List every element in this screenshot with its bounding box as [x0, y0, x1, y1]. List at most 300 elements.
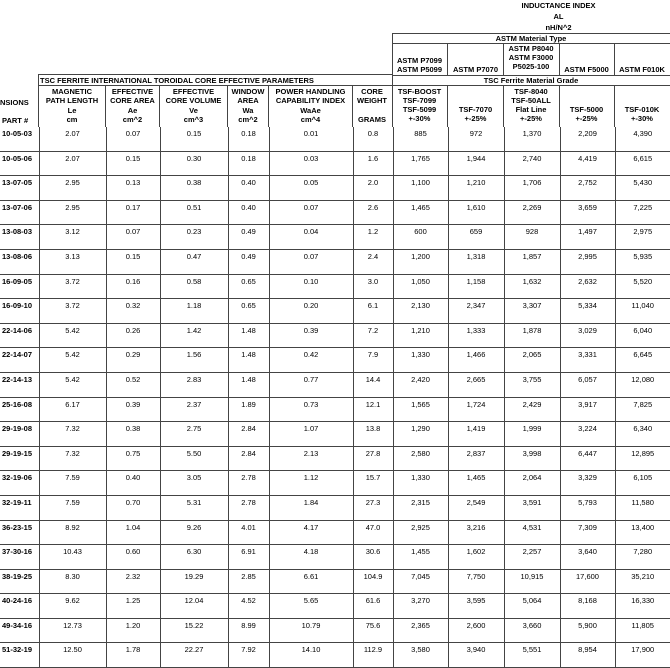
- cell-core-weight: 2.6: [353, 200, 393, 225]
- cell-ae: 1.20: [106, 618, 160, 643]
- cell-waae: 0.03: [269, 151, 353, 176]
- cell-al-grade-4: 17,600: [560, 569, 615, 594]
- cell-al-grade-4: 8,168: [560, 594, 615, 619]
- cell-waae: 0.73: [269, 397, 353, 422]
- cell-ve: 19.29: [160, 569, 228, 594]
- cell-le: 5.42: [39, 323, 106, 348]
- table-row: [0, 471, 670, 496]
- cell-al-grade-1: 885: [393, 127, 448, 151]
- cell-al-grade-2: 1,602: [448, 545, 504, 570]
- cell-al-grade-3: 2,064: [504, 471, 560, 496]
- cell-core-weight: 2.0: [353, 176, 393, 201]
- dimensions-label: NSIONS: [0, 98, 29, 107]
- cell-wa: 0.65: [228, 274, 269, 299]
- cell-waae: 0.77: [269, 372, 353, 397]
- cell-ae: 0.17: [106, 200, 160, 225]
- cell-al-grade-4: 6,057: [560, 372, 615, 397]
- cell-al-grade-4: 8,954: [560, 643, 615, 668]
- cell-ae: 0.75: [106, 446, 160, 471]
- cell-al-grade-4: 3,659: [560, 200, 615, 225]
- cell-al-grade-3: 928: [504, 225, 560, 250]
- cell-le: 5.42: [39, 372, 106, 397]
- cell-core-weight: 30.6: [353, 545, 393, 570]
- cell-ae: 0.70: [106, 495, 160, 520]
- inductance-index-title: INDUCTANCE INDEX: [521, 1, 596, 10]
- table-row: [0, 372, 670, 397]
- cell-part-number: 16-09-05: [0, 274, 39, 299]
- cell-al-grade-3: 10,915: [504, 569, 560, 594]
- cell-waae: 0.05: [269, 176, 353, 201]
- table-row: [0, 127, 670, 151]
- cell-al-grade-1: 1,100: [393, 176, 448, 201]
- cell-al-grade-1: 1,465: [393, 200, 448, 225]
- cell-waae: 4.18: [269, 545, 353, 570]
- cell-waae: 4.17: [269, 520, 353, 545]
- cell-al-grade-4: 3,029: [560, 323, 615, 348]
- cell-ve: 9.26: [160, 520, 228, 545]
- cell-al-grade-2: 1,610: [448, 200, 504, 225]
- cell-waae: 1.84: [269, 495, 353, 520]
- inductance-unit: nH/N^2: [545, 23, 572, 32]
- cell-wa: 4.01: [228, 520, 269, 545]
- col-divider: [268, 85, 269, 127]
- cell-le: 2.95: [39, 176, 106, 201]
- cell-waae: 0.42: [269, 348, 353, 373]
- cell-al-grade-3: 3,660: [504, 618, 560, 643]
- cell-wa: 8.99: [228, 618, 269, 643]
- cell-ve: 5.31: [160, 495, 228, 520]
- cell-al-grade-5: 5,430: [615, 176, 670, 201]
- cell-al-grade-3: 5,551: [504, 643, 560, 668]
- cell-le: 7.32: [39, 446, 106, 471]
- cell-al-grade-5: 7,280: [615, 545, 670, 570]
- col-divider: [614, 43, 615, 75]
- cell-ve: 1.42: [160, 323, 228, 348]
- cell-waae: 10.79: [269, 618, 353, 643]
- cell-wa: 0.40: [228, 200, 269, 225]
- col-divider: [559, 43, 560, 75]
- cell-le: 7.59: [39, 471, 106, 496]
- cell-core-weight: 61.6: [353, 594, 393, 619]
- cell-part-number: 13-08-03: [0, 225, 39, 250]
- table-row: [0, 643, 670, 668]
- cell-ae: 1.78: [106, 643, 160, 668]
- cell-al-grade-4: 1,497: [560, 225, 615, 250]
- cell-ae: 0.40: [106, 471, 160, 496]
- cell-al-grade-1: 1,455: [393, 545, 448, 570]
- cell-al-grade-3: 3,755: [504, 372, 560, 397]
- cell-ae: 1.25: [106, 594, 160, 619]
- cell-al-grade-5: 11,805: [615, 618, 670, 643]
- cell-al-grade-2: 2,549: [448, 495, 504, 520]
- cell-al-grade-1: 2,365: [393, 618, 448, 643]
- table-body: [0, 127, 670, 668]
- cell-al-grade-2: 2,665: [448, 372, 504, 397]
- cell-al-grade-5: 6,615: [615, 151, 670, 176]
- cell-al-grade-5: 7,225: [615, 200, 670, 225]
- cell-le: 8.30: [39, 569, 106, 594]
- cell-ae: 0.26: [106, 323, 160, 348]
- cell-al-grade-4: 6,447: [560, 446, 615, 471]
- cell-le: 2.95: [39, 200, 106, 225]
- col-header-waae: POWER HANDLING CAPABILITY INDEX WaAe cm^4: [275, 87, 346, 124]
- cell-al-grade-1: 2,925: [393, 520, 448, 545]
- cell-al-grade-3: 2,065: [504, 348, 560, 373]
- cell-ve: 3.05: [160, 471, 228, 496]
- cell-al-grade-2: 1,210: [448, 176, 504, 201]
- cell-al-grade-1: 3,270: [393, 594, 448, 619]
- cell-al-grade-2: 1,466: [448, 348, 504, 373]
- cell-al-grade-2: 3,595: [448, 594, 504, 619]
- cell-wa: 1.48: [228, 323, 269, 348]
- cell-al-grade-4: 3,224: [560, 422, 615, 447]
- cell-al-grade-5: 6,040: [615, 323, 670, 348]
- cell-ve: 12.04: [160, 594, 228, 619]
- col-divider: [614, 85, 615, 127]
- cell-waae: 0.39: [269, 323, 353, 348]
- cell-wa: 0.18: [228, 127, 269, 151]
- cell-ve: 15.22: [160, 618, 228, 643]
- cell-core-weight: 27.8: [353, 446, 393, 471]
- cell-al-grade-5: 17,900: [615, 643, 670, 668]
- cell-ve: 1.56: [160, 348, 228, 373]
- cell-wa: 2.78: [228, 471, 269, 496]
- cell-ve: 6.30: [160, 545, 228, 570]
- col-divider: [227, 85, 228, 127]
- cell-al-grade-3: 3,998: [504, 446, 560, 471]
- cell-al-grade-2: 972: [448, 127, 504, 151]
- cell-ve: 2.75: [160, 422, 228, 447]
- col-header-wa: WINDOW AREA Wa cm^2: [231, 87, 265, 124]
- cell-core-weight: 7.9: [353, 348, 393, 373]
- cell-wa: 2.85: [228, 569, 269, 594]
- cell-wa: 4.52: [228, 594, 269, 619]
- cell-al-grade-4: 5,900: [560, 618, 615, 643]
- cell-al-grade-4: 7,309: [560, 520, 615, 545]
- cell-al-grade-2: 1,944: [448, 151, 504, 176]
- cell-waae: 0.01: [269, 127, 353, 151]
- col-divider: [447, 85, 448, 127]
- cell-al-grade-1: 1,050: [393, 274, 448, 299]
- table-row: [0, 348, 670, 373]
- cell-al-grade-3: 3,591: [504, 495, 560, 520]
- table-row: [0, 151, 670, 176]
- cell-ve: 0.23: [160, 225, 228, 250]
- col-header-ae: EFFECTIVE CORE AREA Ae cm^2: [110, 87, 155, 124]
- part-number-label: PART #: [2, 116, 29, 125]
- cell-wa: 2.84: [228, 446, 269, 471]
- cell-al-grade-2: 2,837: [448, 446, 504, 471]
- cell-le: 3.72: [39, 274, 106, 299]
- cell-al-grade-1: 1,290: [393, 422, 448, 447]
- table-row: [0, 618, 670, 643]
- cell-waae: 6.61: [269, 569, 353, 594]
- cell-al-grade-1: 7,045: [393, 569, 448, 594]
- cell-al-grade-5: 6,105: [615, 471, 670, 496]
- cell-al-grade-4: 2,632: [560, 274, 615, 299]
- cell-wa: 1.48: [228, 372, 269, 397]
- cell-core-weight: 6.1: [353, 299, 393, 324]
- cell-al-grade-3: 2,740: [504, 151, 560, 176]
- cell-al-grade-3: 1,370: [504, 127, 560, 151]
- cell-al-grade-4: 3,331: [560, 348, 615, 373]
- cell-part-number: 10-05-03: [0, 127, 39, 151]
- cell-wa: 0.49: [228, 225, 269, 250]
- cell-part-number: 22-14-07: [0, 348, 39, 373]
- table-row: [0, 397, 670, 422]
- cell-core-weight: 14.4: [353, 372, 393, 397]
- cell-le: 5.42: [39, 348, 106, 373]
- cell-waae: 0.20: [269, 299, 353, 324]
- cell-al-grade-1: 2,580: [393, 446, 448, 471]
- cell-part-number: 16-09-10: [0, 299, 39, 324]
- cell-ae: 0.15: [106, 151, 160, 176]
- cell-wa: 2.78: [228, 495, 269, 520]
- cell-part-number: 29-19-15: [0, 446, 39, 471]
- astm-type-1: ASTM P7099 ASTM P5099: [396, 56, 443, 74]
- col-divider: [105, 85, 106, 127]
- cell-al-grade-2: 3,216: [448, 520, 504, 545]
- cell-le: 9.62: [39, 594, 106, 619]
- cell-le: 3.72: [39, 299, 106, 324]
- cell-al-grade-3: 1,999: [504, 422, 560, 447]
- cell-al-grade-2: 7,750: [448, 569, 504, 594]
- cell-core-weight: 7.2: [353, 323, 393, 348]
- cell-core-weight: 47.0: [353, 520, 393, 545]
- header-divider: [38, 74, 392, 75]
- table-row: [0, 520, 670, 545]
- cell-wa: 1.89: [228, 397, 269, 422]
- cell-part-number: 32-19-11: [0, 495, 39, 520]
- col-divider: [559, 85, 560, 127]
- cell-al-grade-1: 1,330: [393, 348, 448, 373]
- cell-ae: 0.60: [106, 545, 160, 570]
- cell-wa: 1.48: [228, 348, 269, 373]
- grade-header-1: TSF-BOOST TSF-7099 TSF-5099 +-30%: [397, 87, 442, 123]
- table-row: [0, 594, 670, 619]
- cell-part-number: 22-14-06: [0, 323, 39, 348]
- cell-al-grade-1: 1,765: [393, 151, 448, 176]
- cell-le: 12.50: [39, 643, 106, 668]
- cell-al-grade-5: 6,645: [615, 348, 670, 373]
- cell-ae: 0.13: [106, 176, 160, 201]
- cell-al-grade-2: 1,318: [448, 249, 504, 274]
- cell-part-number: 13-08-06: [0, 249, 39, 274]
- cell-core-weight: 112.9: [353, 643, 393, 668]
- cell-ve: 2.83: [160, 372, 228, 397]
- table-row: [0, 569, 670, 594]
- cell-al-grade-4: 5,793: [560, 495, 615, 520]
- cell-ve: 0.38: [160, 176, 228, 201]
- cell-core-weight: 104.9: [353, 569, 393, 594]
- cell-ve: 1.18: [160, 299, 228, 324]
- cell-al-grade-2: 1,724: [448, 397, 504, 422]
- cell-part-number: 22-14-13: [0, 372, 39, 397]
- cell-al-grade-3: 2,269: [504, 200, 560, 225]
- cell-core-weight: 13.8: [353, 422, 393, 447]
- table-row: [0, 176, 670, 201]
- cell-part-number: 37-30-16: [0, 545, 39, 570]
- cell-part-number: 10-05-06: [0, 151, 39, 176]
- cell-al-grade-5: 11,580: [615, 495, 670, 520]
- cell-ae: 0.07: [106, 225, 160, 250]
- cell-ae: 0.39: [106, 397, 160, 422]
- cell-ve: 0.51: [160, 200, 228, 225]
- cell-al-grade-2: 1,465: [448, 471, 504, 496]
- cell-al-grade-5: 35,210: [615, 569, 670, 594]
- cell-ve: 0.15: [160, 127, 228, 151]
- cell-wa: 0.18: [228, 151, 269, 176]
- cell-al-grade-1: 3,580: [393, 643, 448, 668]
- cell-core-weight: 12.1: [353, 397, 393, 422]
- cell-waae: 1.07: [269, 422, 353, 447]
- table-row: [0, 495, 670, 520]
- grade-header-3: TSF-8040 TSF-50ALL Flat Line +-25%: [511, 87, 551, 123]
- cell-ve: 0.47: [160, 249, 228, 274]
- cell-al-grade-1: 1,330: [393, 471, 448, 496]
- cell-le: 7.59: [39, 495, 106, 520]
- col-divider: [503, 85, 504, 127]
- cell-waae: 0.07: [269, 249, 353, 274]
- cell-ve: 5.50: [160, 446, 228, 471]
- grade-header-2: TSF-7070 +-25%: [458, 105, 493, 123]
- cell-le: 12.73: [39, 618, 106, 643]
- cell-wa: 2.84: [228, 422, 269, 447]
- material-type-label: ASTM Material Type: [495, 34, 567, 43]
- cell-al-grade-3: 4,531: [504, 520, 560, 545]
- col-header-ve: EFFECTIVE CORE VOLUME Ve cm^3: [165, 87, 222, 124]
- table-row: [0, 446, 670, 471]
- cell-al-grade-3: 3,307: [504, 299, 560, 324]
- material-grade-label: TSC Ferrite Material Grade: [483, 76, 579, 85]
- cell-al-grade-4: 2,995: [560, 249, 615, 274]
- col-divider: [38, 74, 39, 127]
- cell-waae: 14.10: [269, 643, 353, 668]
- cell-ae: 0.32: [106, 299, 160, 324]
- table-row: [0, 225, 670, 250]
- table-row: [0, 274, 670, 299]
- cell-al-grade-3: 1,632: [504, 274, 560, 299]
- cell-ae: 0.07: [106, 127, 160, 151]
- cell-waae: 0.07: [269, 200, 353, 225]
- cell-al-grade-4: 2,209: [560, 127, 615, 151]
- table-row: [0, 200, 670, 225]
- cell-ae: 0.16: [106, 274, 160, 299]
- cell-al-grade-5: 6,340: [615, 422, 670, 447]
- cell-al-grade-3: 5,064: [504, 594, 560, 619]
- col-divider: [159, 85, 160, 127]
- cell-al-grade-1: 1,565: [393, 397, 448, 422]
- cell-waae: 2.13: [269, 446, 353, 471]
- core-parameters-table: [0, 127, 670, 668]
- cell-le: 2.07: [39, 127, 106, 151]
- cell-al-grade-4: 4,419: [560, 151, 615, 176]
- cell-wa: 0.49: [228, 249, 269, 274]
- cell-le: 3.13: [39, 249, 106, 274]
- cell-core-weight: 3.0: [353, 274, 393, 299]
- cell-al-grade-1: 2,315: [393, 495, 448, 520]
- cell-al-grade-1: 2,130: [393, 299, 448, 324]
- cell-al-grade-2: 659: [448, 225, 504, 250]
- cell-part-number: 13-07-06: [0, 200, 39, 225]
- astm-type-3: ASTM P8040 ASTM F3000 P5025-100: [508, 44, 554, 71]
- cell-part-number: 40-24-16: [0, 594, 39, 619]
- col-divider: [392, 33, 393, 127]
- cell-core-weight: 0.8: [353, 127, 393, 151]
- cell-al-grade-5: 5,520: [615, 274, 670, 299]
- cell-ae: 2.32: [106, 569, 160, 594]
- cell-al-grade-1: 1,210: [393, 323, 448, 348]
- cell-part-number: 13-07-05: [0, 176, 39, 201]
- cell-core-weight: 1.6: [353, 151, 393, 176]
- cell-al-grade-2: 1,333: [448, 323, 504, 348]
- table-row: [0, 299, 670, 324]
- cell-ve: 22.27: [160, 643, 228, 668]
- cell-al-grade-3: 2,429: [504, 397, 560, 422]
- cell-al-grade-1: 2,420: [393, 372, 448, 397]
- cell-ae: 0.29: [106, 348, 160, 373]
- cell-core-weight: 2.4: [353, 249, 393, 274]
- cell-al-grade-3: 1,857: [504, 249, 560, 274]
- cell-core-weight: 75.6: [353, 618, 393, 643]
- cell-core-weight: 15.7: [353, 471, 393, 496]
- cell-ae: 0.15: [106, 249, 160, 274]
- cell-waae: 0.10: [269, 274, 353, 299]
- cell-ve: 2.37: [160, 397, 228, 422]
- astm-type-4: ASTM F5000: [564, 65, 609, 74]
- cell-al-grade-5: 2,975: [615, 225, 670, 250]
- cell-part-number: 25-16-08: [0, 397, 39, 422]
- table-row: [0, 249, 670, 274]
- col-divider: [447, 43, 448, 75]
- cell-al-grade-3: 1,706: [504, 176, 560, 201]
- astm-type-5: ASTM F010K: [619, 65, 665, 74]
- cell-ve: 0.58: [160, 274, 228, 299]
- cell-ae: 1.04: [106, 520, 160, 545]
- cell-part-number: 36-23-15: [0, 520, 39, 545]
- col-header-le: MAGNETIC PATH LENGTH Le cm: [45, 87, 99, 124]
- cell-al-grade-3: 2,257: [504, 545, 560, 570]
- table-row: [0, 545, 670, 570]
- header-divider: [38, 85, 670, 86]
- cell-al-grade-4: 5,334: [560, 299, 615, 324]
- cell-ae: 0.52: [106, 372, 160, 397]
- cell-core-weight: 27.3: [353, 495, 393, 520]
- cell-al-grade-4: 2,752: [560, 176, 615, 201]
- cell-wa: 6.91: [228, 545, 269, 570]
- cell-al-grade-2: 3,940: [448, 643, 504, 668]
- cell-le: 8.92: [39, 520, 106, 545]
- cell-waae: 1.12: [269, 471, 353, 496]
- cell-le: 6.17: [39, 397, 106, 422]
- cell-al-grade-5: 4,390: [615, 127, 670, 151]
- cell-waae: 0.04: [269, 225, 353, 250]
- cell-part-number: 38-19-25: [0, 569, 39, 594]
- cell-part-number: 51-32-19: [0, 643, 39, 668]
- cell-al-grade-2: 2,600: [448, 618, 504, 643]
- cell-al-grade-4: 3,917: [560, 397, 615, 422]
- table-row: [0, 422, 670, 447]
- table-row: [0, 323, 670, 348]
- cell-al-grade-5: 13,400: [615, 520, 670, 545]
- cell-le: 10.43: [39, 545, 106, 570]
- col-header-weight: CORE WEIGHT GRAMS: [357, 87, 387, 124]
- astm-type-2: ASTM P7070: [452, 65, 499, 74]
- cell-al-grade-5: 16,330: [615, 594, 670, 619]
- cell-al-grade-5: 12,080: [615, 372, 670, 397]
- grade-header-4: TSF-5000 +-25%: [569, 105, 604, 123]
- col-divider: [503, 43, 504, 75]
